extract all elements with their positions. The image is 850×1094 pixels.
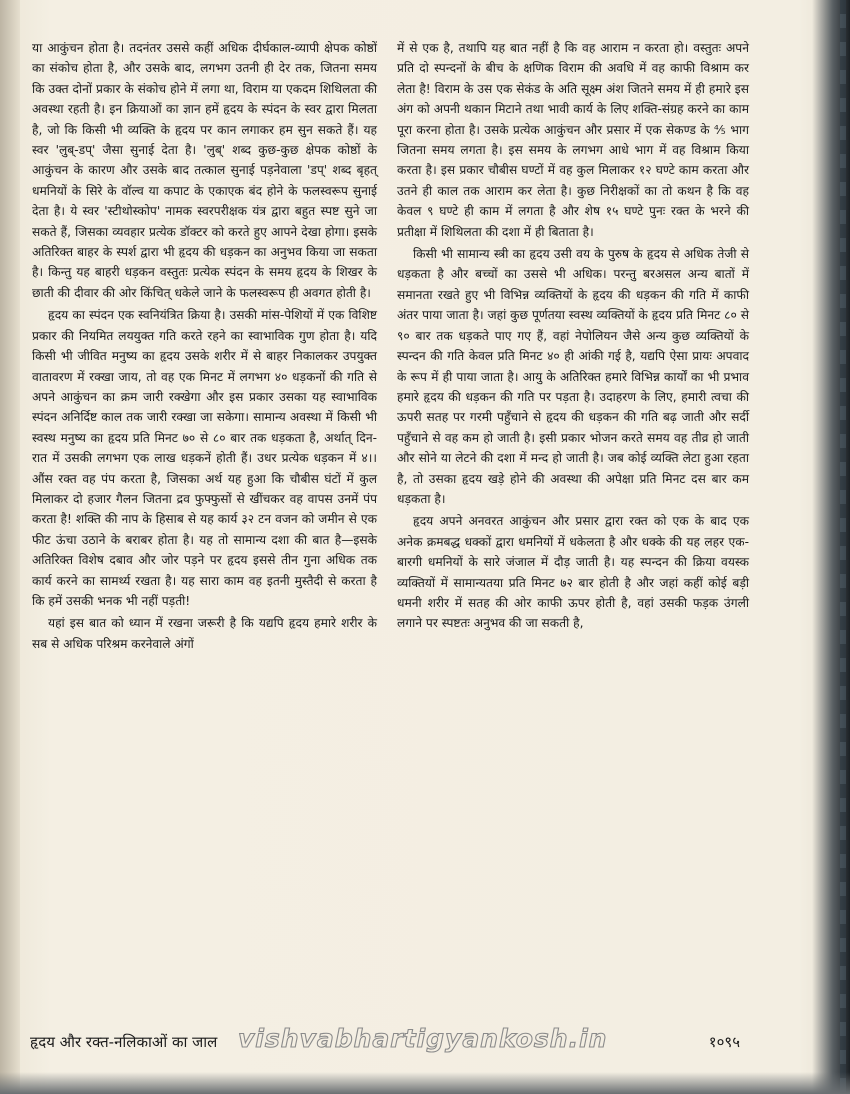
- left-text-column: [32, 38, 377, 654]
- left-paragraph-1: या आकुंचन होता है। तदनंतर उससे कहीं अधिक दीर्घकाल-व्यापी क्षेपक कोष्ठों का संकोच होता है, और उसके बाद, लगभग उतनी ही देर तक, जितना समय कि उक्त दोनों प्रकार के संकोच होने में लगा था, विराम या एकदम शिथिलता की अवस्था रहती है। इन क्रियाओं का ज्ञान हमें हृदय के स्पंदन के स्वर द्वारा मिलता है, जो कि किसी भी व्यक्ति के हृदय पर कान लगाकर हम सुन सकते हैं। यह स्वर 'लुब्-डप्' जैसा सुनाई देता है। 'लुब्' शब्द कुछ-कुछ क्षेपक कोष्ठों के आकुंचन के कारण और उसके बाद तत्काल सुनाई पड़नेवाला 'डप्' शब्द बृहत् धमनियों के सिरे के वॉल्व या कपाट के एकाएक बंद होने के फलस्वरूप सुनाई देता है। ये स्वर 'स्टीथोस्कोप' नामक स्वरपरीक्षक यंत्र द्वारा बहुत स्पष्ट सुने जा सकते हैं, जिसका व्यवहार प्रत्येक डॉक्टर को करते हुए आपने देखा होगा। इसके अतिरिक्त बाहर के स्पर्श द्वारा भी हृदय की धड़कन का अनुभव किया जा सकता है। किन्तु यह बाहरी धड़कन वस्तुतः प्रत्येक स्पंदन के समय हृदय के शिखर के छाती की दीवार की ओर किंचित् धकेले जाने के फलस्वरूप ही अवगत होती है।: [32, 41, 377, 300]
- right-paragraph-3: हृदय अपने अनवरत आकुंचन और प्रसार द्वारा रक्त को एक के बाद एक अनेक क्रमबद्ध धक्कों द्वारा धमनियों में धकेलता है और धक्के की यह लहर एक-बारगी धमनियों के सारे जंजाल में दौड़ जाती है। यह स्पन्दन की क्रिया वयस्क व्यक्तियों में सामान्यतया प्रति मिनट ७२ बार होती है और जहां कहीं कोई बड़ी धमनी शरीर में सतह की ओर काफी ऊपर होती है, वहां उसकी फड़क उंगली लगाने पर स्पष्टतः अनुभव की जा सकती है,: [397, 514, 749, 631]
- page-spine-shadow: [0, 0, 20, 1094]
- right-text-column: [397, 38, 749, 634]
- left-paragraph-3: यहां इस बात को ध्यान में रखना जरूरी है कि यद्यपि हृदय हमारे शरीर के सब से अधिक परिश्रम करनेवाले अंगों: [32, 616, 377, 651]
- left-paragraph-2: हृदय का स्पंदन एक स्वनियंत्रित क्रिया है। उसकी मांस-पेशियों में एक विशिष्ट प्रकार की नियमित लययुक्त गति करते रहने का स्वाभाविक गुण होता है। यदि किसी भी जीवित मनुष्य का हृदय उसके शरीर में से बाहर निकालकर उपयुक्त वातावरण में रक्खा जाय, तो वह एक मिनट में लगभग ४० धड़कनों की गति से अपने आकुंचन का क्रम जारी रक्खेगा और इस प्रकार उसका यह स्वाभाविक स्पंदन अनिर्दिष्ट काल तक जारी रक्खा जा सकेगा। सामान्य अवस्था में किसी भी स्वस्थ मनुष्य का हृदय प्रति मिनट ७० से ८० बार तक धड़कता है, अर्थात् दिन-रात में उसकी लगभग एक लाख धड़कनें होती हैं। उधर प्रत्येक धड़कन में ४।। औंस रक्त वह पंप करता है, जिसका अर्थ यह हुआ कि चौबीस घंटों में कुल मिलाकर दो हजार गैलन जितना द्रव फुफ्फुसों से खींचकर वह वापस उनमें पंप करता है! शक्ति की नाप के हिसाब से यह कार्य ३२ टन वजन को जमीन से एक फीट ऊंचा उठाने के बराबर होता है। यह तो सामान्य दशा की बात है—इसके अतिरिक्त विशेष दबाव और जोर पड़ने पर हृदय इससे तीन गुना अधिक तक कार्य करने का सामर्थ्य रखता है। यह सारा काम वह इतनी मुस्तैदी से करता है कि हमें उसकी भनक भी नहीं पड़ती!: [32, 308, 377, 608]
- page-number: १०९५: [708, 1033, 740, 1051]
- watermark-text: vishvabhartigyankosh.in: [238, 1024, 608, 1053]
- binding-stripe: [840, 0, 846, 1094]
- running-title: हृदय और रक्त-नलिकाओं का जाल: [30, 1033, 218, 1051]
- bottom-edge-shadow: [0, 1072, 850, 1094]
- right-paragraph-2: किसी भी सामान्य स्त्री का हृदय उसी वय के पुरुष के हृदय से अधिक तेजी से धड़कता है और बच्चों का उससे भी अधिक। परन्तु बरअसल अन्य बातों में समानता रखते हुए भी विभिन्न व्यक्तियों के हृदय की धड़कन की गति में काफी अंतर पाया जाता है। जहां कुछ पूर्णतया स्वस्थ व्यक्तियों के हृदय प्रति मिनट ८० से ९० बार तक धड़कते पाए गए हैं, वहां नेपोलियन जैसे अन्य कुछ व्यक्तियों के स्पन्दन की गति केवल प्रति मिनट ४० ही आंकी गई है, यद्यपि ऐसा प्रायः अपवाद के रूप में ही पाया जाता है। आयु के अतिरिक्त हमारे विभिन्न कार्यों का भी प्रभाव हमारे हृदय की धड़कन की गति पर पड़ता है। उदाहरण के लिए, हमारी त्वचा की ऊपरी सतह पर गरमी पहुँचाने से हृदय की धड़कन की गति बढ़ जाती और सर्दी पहुँचाने से वह कम हो जाती है। इसी प्रकार भोजन करते समय वह तीव्र हो जाती और सोने या लेटने की दशा में मन्द हो जाती है। जब कोई व्यक्ति लेटा हुआ रहता है, तो उसका हृदय खड़े होने की अवस्था की अपेक्षा प्रति मिनट दस बार कम धड़कता है।: [397, 247, 749, 506]
- right-edge-shadow: [812, 0, 850, 1094]
- right-paragraph-1: में से एक है, तथापि यह बात नहीं है कि वह आराम न करता हो। वस्तुतः अपने प्रति दो स्पन्दनों के बीच के क्षणिक विराम की अवधि में वह काफी विश्राम कर लेता है! विराम के उस एक सेकंड के अति सूक्ष्म अंश जितने समय में ही हमारे इस अंग को अपनी थकान मिटाने तथा भावी कार्य के लिए शक्ति-संग्रह करने का काम पूरा करना होता है। उसके प्रत्येक आकुंचन और प्रसार में एक सेकण्ड के ⅘ भाग जितना समय लगता है। इस समय के लगभग आधे भाग में वह विश्राम किया करता है। इस प्रकार चौबीस घण्टों में वह कुल मिलाकर १२ घण्टे काम करता और उतने ही काल तक आराम कर लेता है। कुछ निरीक्षकों का तो कथन है कि वह केवल ९ घण्टे ही काम में लगता है और शेष १५ घण्टे पुनः रक्त के भरने की प्रतीक्षा में शिथिलता की दशा में ही बिताता है।: [397, 41, 749, 239]
- page-footer: [30, 1024, 740, 1058]
